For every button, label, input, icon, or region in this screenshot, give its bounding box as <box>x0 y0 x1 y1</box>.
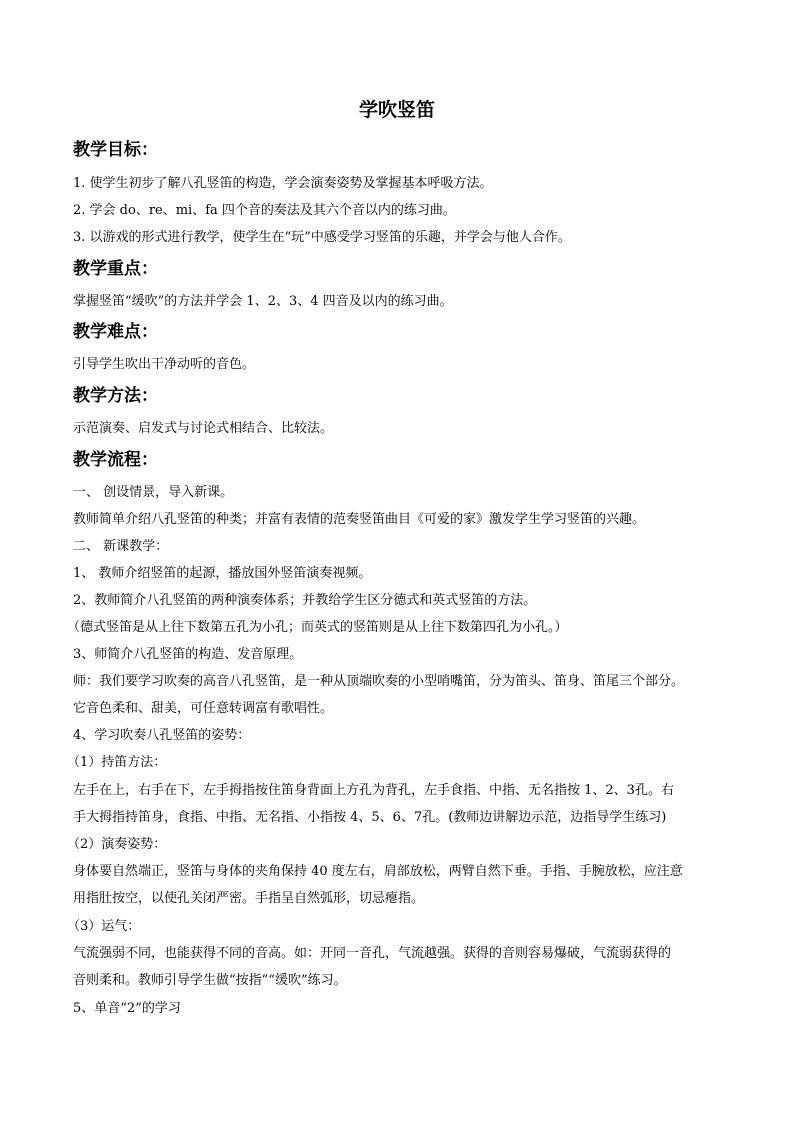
goal-item-1: 1. 使学生初步了解八孔竖笛的构造，学会演奏姿势及掌握基本呼吸方法。 <box>73 176 493 191</box>
process-line: 它音色柔和、甜美，可任意转调富有歌唱性。 <box>73 701 334 716</box>
process-line: 气流强弱不同，也能获得不同的音高。如：开同一音孔，气流越强。获得的音则容易爆破，气流弱获得的 <box>73 946 672 961</box>
process-line: （3）运气： <box>67 919 141 934</box>
document-title: 学吹竖笛 <box>358 99 435 121</box>
process-line: 1、 教师介绍竖笛的起源，播放国外竖笛演奏视频。 <box>73 566 372 581</box>
process-line: 3、师简介八孔竖笛的构造、发音原理。 <box>73 647 303 662</box>
process-line: 师：我们要学习吹奏的高音八孔竖笛，是一种从顶端吹奏的小型哨嘴笛，分为笛头、笛身、笛尾三个部分。 <box>73 674 685 689</box>
process-line: （2）演奏姿势： <box>67 837 167 852</box>
process-line: 手大拇指持笛身，食指、中指、无名指、小指按 4、5、6、7孔。(教师边讲解边示范，边指导学生练习) <box>73 810 667 825</box>
key-points-heading: 教学重点： <box>73 259 158 279</box>
process-heading: 教学流程： <box>73 450 158 470</box>
process-line: 2、教师简介八孔竖笛的两种演奏体系；并教给学生区分德式和英式竖笛的方法。 <box>73 593 537 608</box>
goal-item-3: 3. 以游戏的形式进行教学，使学生在“玩”中感受学习竖笛的乐趣，并学会与他人合作。 <box>73 230 571 245</box>
process-line: 身体要自然端正，竖笛与身体的夹角保持 40 度左右，肩部放松，两臂自然下垂。手指、手腕放松，应注意 <box>73 864 683 879</box>
process-line: 左手在上，右手在下，左手拇指按住笛身背面上方孔为背孔，左手食指、中指、无名指按 1、2、3孔。右 <box>73 783 674 798</box>
process-line: 用指肚按空，以使孔关闭严密。手指呈自然弧形，切忌瘪指。 <box>73 891 425 906</box>
methods-heading: 教学方法： <box>73 386 158 406</box>
process-line: 4、学习吹奏八孔竖笛的姿势： <box>73 728 251 743</box>
methods-text: 示范演奏、启发式与讨论式相结合、比较法。 <box>73 421 334 436</box>
goal-item-2: 2. 学会 do、re、mi、fa 四个音的奏法及其六个音以内的练习曲。 <box>73 203 456 218</box>
key-points-text: 掌握竖笛“缓吹”的方法并学会 1、2、3、4 四音及以内的练习曲。 <box>73 294 453 309</box>
process-line: 音则柔和。教师引导学生做“按指”“缓吹”练习。 <box>73 973 347 988</box>
process-line: 5、单音“2”的学习 <box>73 1001 181 1016</box>
process-line: 一、 创设情景，导入新课。 <box>73 485 234 500</box>
goals-heading: 教学目标： <box>73 140 158 160</box>
process-line: （1）持笛方法： <box>67 755 167 770</box>
process-line: （德式竖笛是从上往下数第五孔为小孔；而英式的竖笛则是从上往下数第四孔为小孔。） <box>67 620 568 635</box>
process-line: 二、 新课教学： <box>73 539 169 554</box>
process-line: 教师简单介绍八孔竖笛的种类；并富有表情的范奏竖笛曲目《可爱的家》激发学生学习竖笛的兴趣。 <box>73 512 646 527</box>
difficulties-heading: 教学难点： <box>73 322 158 342</box>
difficulties-text: 引导学生吹出干净动听的音色。 <box>73 357 256 372</box>
